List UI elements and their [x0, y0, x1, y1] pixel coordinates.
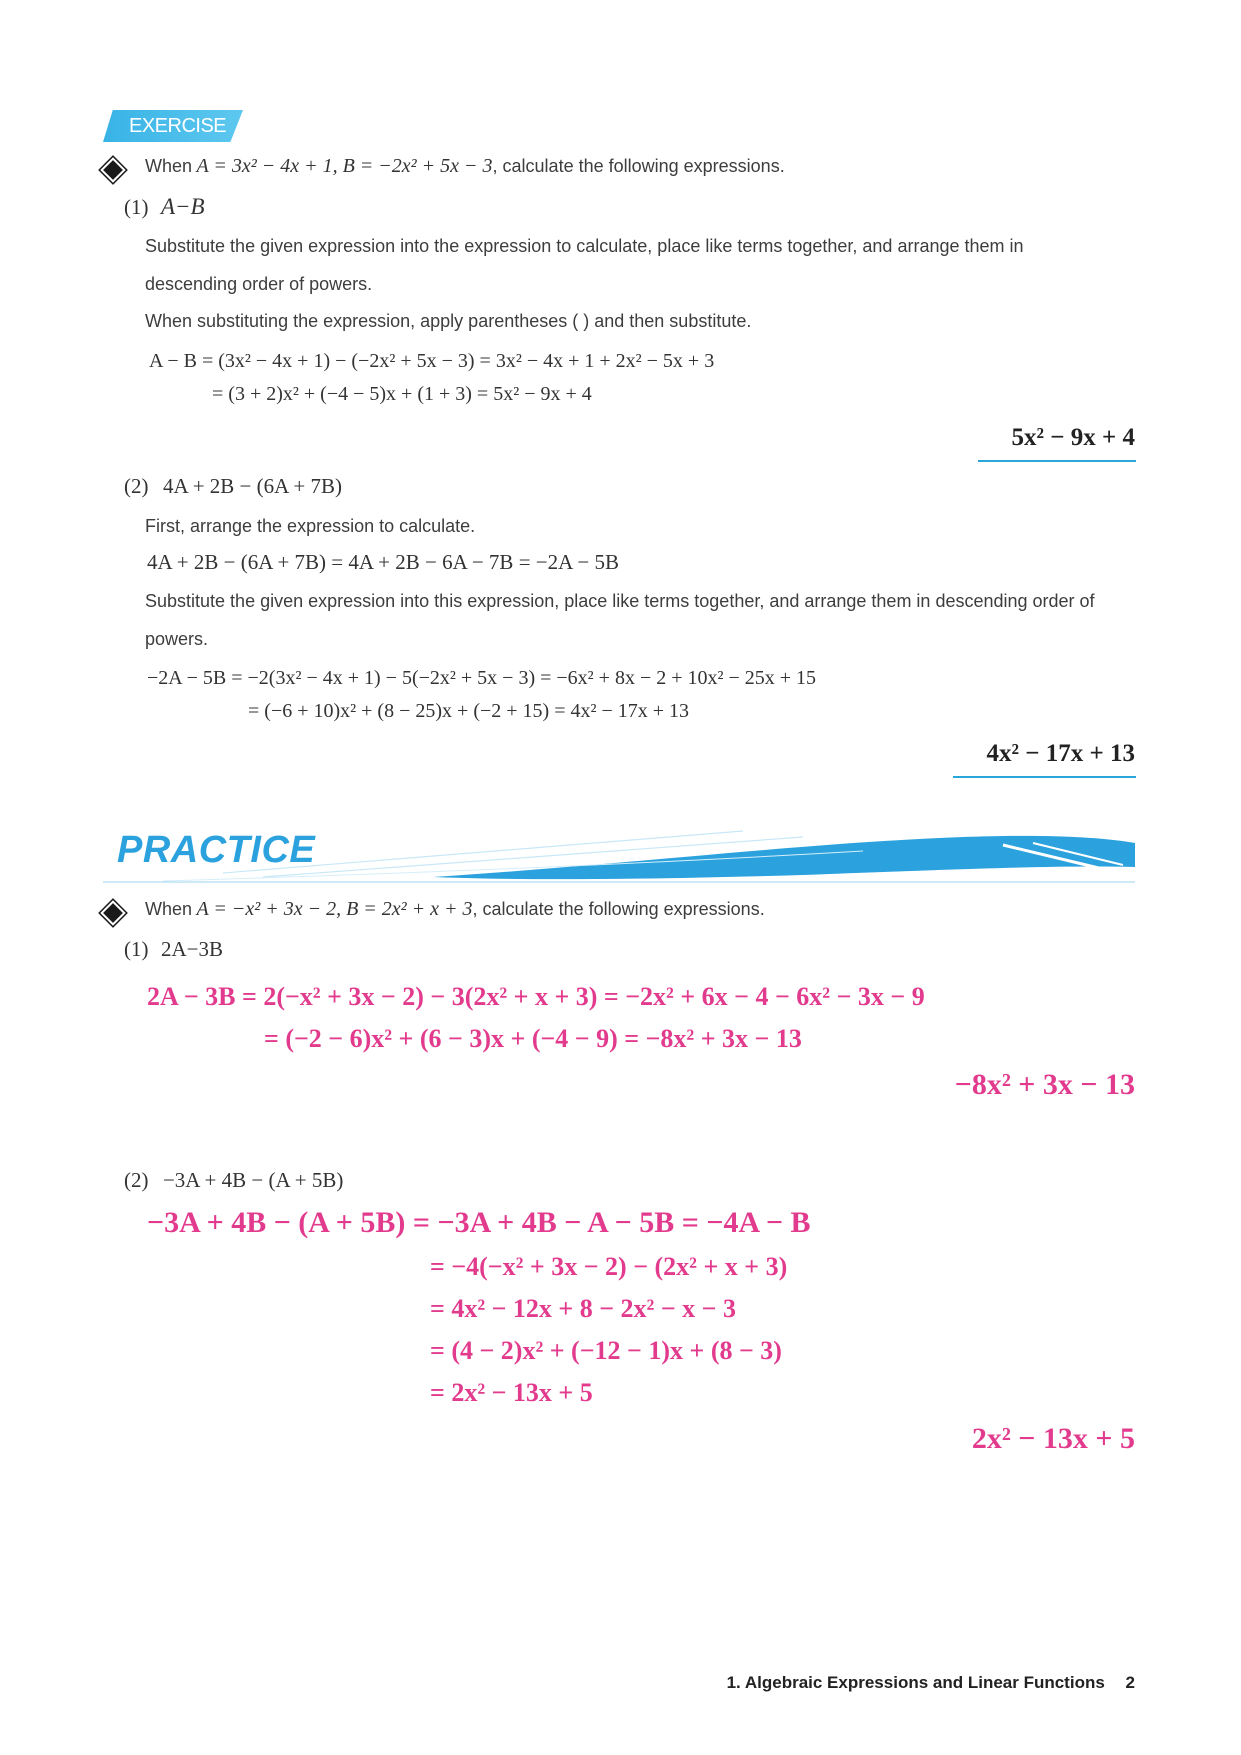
exercise-q2-label: (2) [124, 474, 149, 498]
exercise-q2-answer: 4x² − 17x + 13 [986, 740, 1135, 767]
exercise-q2-answer-underline [953, 776, 1136, 778]
exercise-prompt [145, 155, 785, 178]
practice-q2-line1: −3A + 4B − (A + 5B) = −3A + 4B − A − 5B = −4A − B [147, 1206, 811, 1239]
practice-q1-header [124, 937, 223, 962]
practice-prompt [145, 898, 765, 921]
practice-prompt-math: A = −x² + 3x − 2, B = 2x² + x + 3 [196, 898, 473, 920]
exercise-q2-text3: powers. [145, 629, 209, 649]
exercise-q1-line2: = (3 + 2)x² + (−4 − 5)x + (1 + 3) = 5x² − 9x + 4 [212, 383, 592, 405]
page-footer [727, 1673, 1135, 1693]
exercise-prompt-post: , calculate the following expressions. [492, 156, 785, 176]
exercise-q1-answer: 5x² − 9x + 4 [1011, 424, 1135, 451]
exercise-q2-text1: First, arrange the expression to calculate. [145, 516, 476, 536]
exercise-q2-line0: 4A + 2B − (6A + 7B) = 4A + 2B − 6A − 7B = −2A − 5B [147, 550, 619, 574]
practice-q1-line2: = (−2 − 6)x² + (6 − 3)x + (−4 − 9) = −8x² + 3x − 13 [264, 1024, 802, 1053]
footer-chapter-title: 1. Algebraic Expressions and Linear Functions [726, 1673, 1105, 1692]
exercise-q2-header [124, 474, 342, 499]
exercise-q1-expr: A−B [160, 194, 205, 219]
footer-page-number: 2 [1125, 1673, 1135, 1692]
exercise-q2-line2: = (−6 + 10)x² + (8 − 25)x + (−2 + 15) = 4x² − 17x + 13 [248, 700, 690, 722]
exercise-q2-line1: −2A − 5B = −2(3x² − 4x + 1) − 5(−2x² + 5x − 3) = −6x² + 8x − 2 + 10x² − 25x + 15 [147, 667, 817, 689]
exercise-prompt-pre: When [145, 156, 193, 176]
practice-banner [103, 825, 1135, 883]
exercise-q1-text1: Substitute the given expression into the expression to calculate, place like terms together, and arrange them in [145, 236, 1024, 256]
practice-q2-line4: = (4 − 2)x² + (−12 − 1)x + (8 − 3) [430, 1336, 782, 1365]
diamond-bullet-icon [103, 903, 123, 923]
practice-prompt-post: , calculate the following expressions. [472, 899, 765, 919]
practice-q2-line3: = 4x² − 12x + 8 − 2x² − x − 3 [430, 1294, 736, 1323]
practice-q1-expr: 2A−3B [160, 937, 223, 961]
exercise-tag-label: EXERCISE [129, 115, 227, 137]
practice-q2-label: (2) [124, 1168, 149, 1192]
practice-q1-line1: 2A − 3B = 2(−x² + 3x − 2) − 3(2x² + x + 3) = −2x² + 6x − 4 − 6x² − 3x − 9 [147, 982, 925, 1011]
exercise-q1-header [124, 194, 205, 220]
exercise-q1-text2: descending order of powers. [145, 274, 373, 294]
practice-prompt-pre: When [145, 899, 193, 919]
exercise-q1-line1: A − B = (3x² − 4x + 1) − (−2x² + 5x − 3) = 3x² − 4x + 1 + 2x² − 5x + 3 [149, 350, 715, 372]
practice-q1-label: (1) [124, 937, 149, 961]
practice-q2-line2: = −4(−x² + 3x − 2) − (2x² + x + 3) [430, 1252, 788, 1281]
practice-q1-answer: −8x² + 3x − 13 [954, 1068, 1135, 1101]
exercise-prompt-math: A = 3x² − 4x + 1, B = −2x² + 5x − 3 [196, 155, 493, 177]
exercise-q1-text3: When substituting the expression, apply parentheses ( ) and then substitute. [145, 311, 752, 331]
practice-q2-header [124, 1168, 343, 1193]
exercise-q2-expr: 4A + 2B − (6A + 7B) [162, 474, 342, 498]
exercise-q2-text2: Substitute the given expression into this expression, place like terms together, and arrange them in descending order of [145, 591, 1095, 611]
practice-title: PRACTICE [117, 829, 316, 871]
practice-q2-line5: = 2x² − 13x + 5 [430, 1378, 593, 1407]
exercise-q1-answer-underline [978, 460, 1136, 462]
diamond-bullet-icon [103, 160, 123, 180]
practice-q2-answer: 2x² − 13x + 5 [971, 1422, 1135, 1455]
practice-q2-expr: −3A + 4B − (A + 5B) [162, 1168, 344, 1192]
exercise-q1-label: (1) [124, 195, 149, 219]
exercise-tag [103, 110, 243, 142]
